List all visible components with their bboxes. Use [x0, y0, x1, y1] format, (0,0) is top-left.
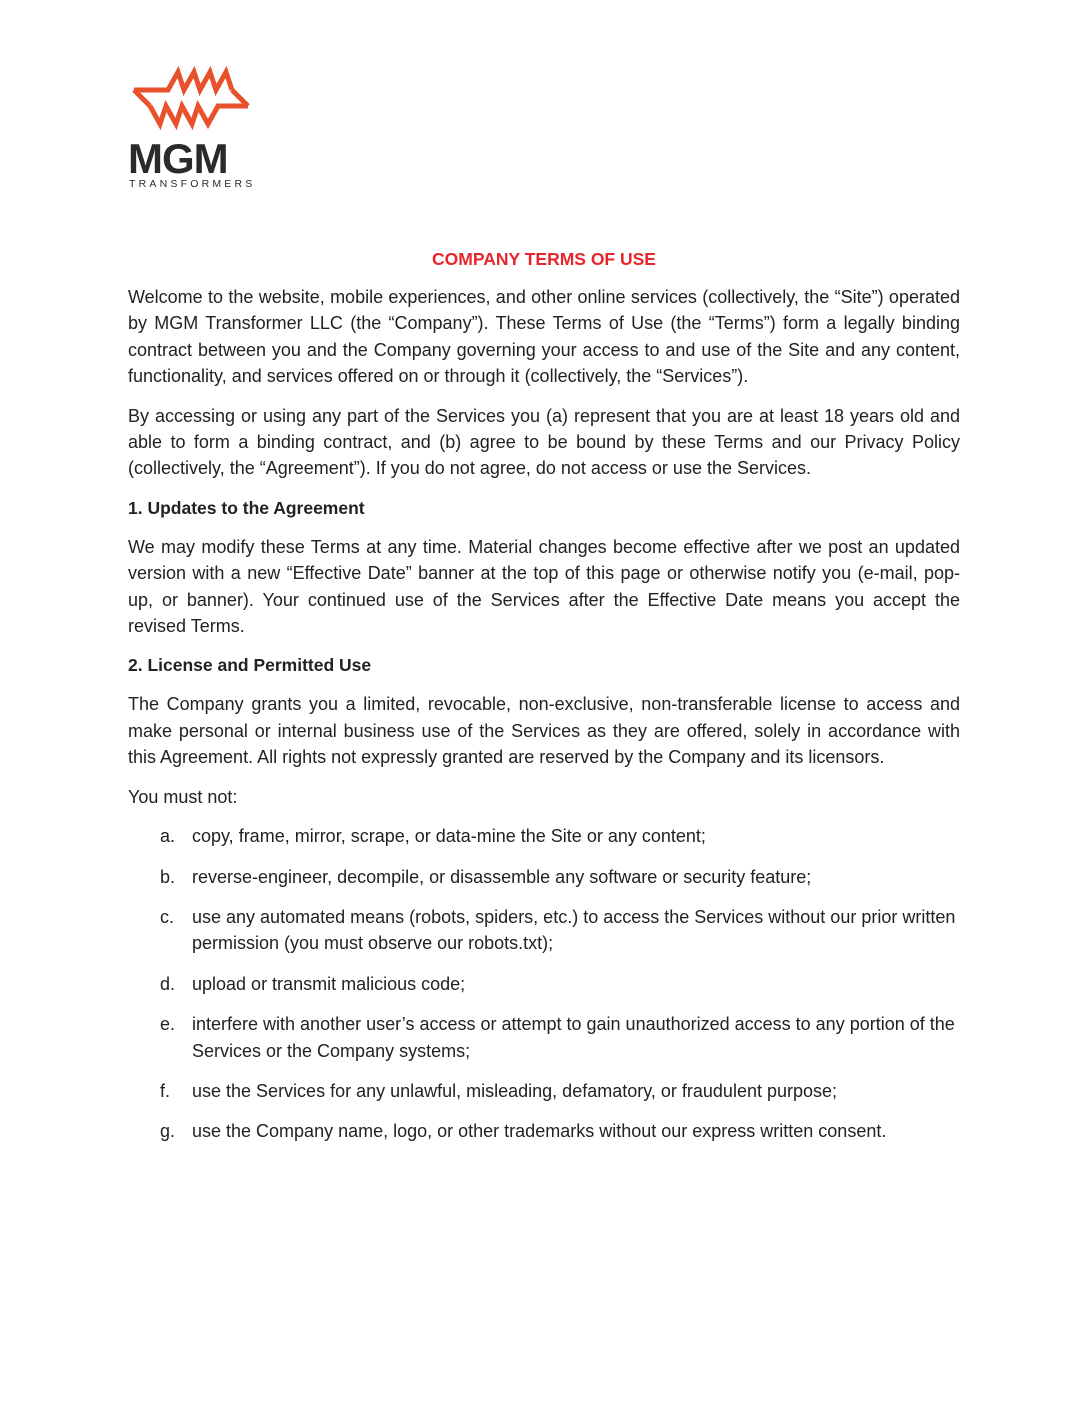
list-marker: f.	[160, 1080, 171, 1101]
list-marker: e.	[160, 1014, 176, 1035]
company-logo	[128, 62, 268, 192]
list-marker: a.	[160, 826, 176, 847]
section-heading: 1. Updates to the Agreement	[128, 497, 365, 518]
logo-brand-text: MGM	[128, 135, 228, 182]
list-marker: g.	[160, 1121, 176, 1142]
list-item	[128, 1118, 960, 1144]
document-title: COMPANY TERMS OF USE	[432, 249, 656, 269]
list-item-text: upload or transmit malicious code;	[192, 973, 466, 994]
intro-paragraph: By accessing or using any part of the Services you (a) represent that you are at least 18 years old and able to form a binding contract, and (b) agree to be bound by these Terms and our Privacy Policy (collectively, the “Agreement”). If you do not agree, do not access or use the Services.	[128, 405, 960, 479]
list-item	[128, 904, 960, 957]
list-item-text: use any automated means (robots, spiders, etc.) to access the Services without our prior written permission (you must observe our robots.txt);	[192, 906, 956, 954]
logo-subtitle-text: TRANSFORMERS	[129, 178, 256, 190]
section-heading: 2. License and Permitted Use	[128, 655, 372, 676]
list-item	[128, 971, 960, 997]
list-item	[128, 1011, 960, 1064]
intro-paragraph: Welcome to the website, mobile experiences, and other online services (collectively, the “Site”) operated by MGM Transformer LLC (the “Company”). These Terms of Use (the “Terms”) form a legally binding contract between you and the Company governing your access to and use of the Site and any content, functionality, and services offered on or through it (collectively, the “Services”).	[128, 287, 960, 387]
prohibited-uses-list	[128, 823, 960, 1145]
list-marker: d.	[160, 973, 176, 994]
list-item-text: use the Services for any unlawful, misleading, defamatory, or fraudulent purpose;	[192, 1080, 838, 1101]
zigzag-coil-icon	[128, 62, 256, 134]
section-paragraph: We may modify these Terms at any time. Material changes become effective after we post an updated version with a new “Effective Date” banner at the top of this page or otherwise notify you (e-mail, pop-up, or banner). Your continued use of the Services after the Effective Date means you accept the revised Terms.	[128, 536, 960, 637]
list-item	[128, 823, 960, 849]
section-paragraph: The Company grants you a limited, revocable, non-exclusive, non-transferable license to access and make personal or internal business use of the Services as they are offered, solely in accordance with this Agreement. All rights not expressly granted are reserved by the Company and its licensors.	[128, 694, 960, 768]
list-marker: b.	[160, 866, 176, 887]
document-body	[128, 246, 960, 1159]
list-item-text: interfere with another user’s access or attempt to gain unauthorized access to any portion of the Services or the Company systems;	[192, 1014, 955, 1061]
list-marker: c.	[160, 906, 175, 927]
list-item-text: copy, frame, mirror, scrape, or data-mine the Site or any content;	[192, 826, 706, 847]
list-item-text: reverse-engineer, decompile, or disassemble any software or security feature;	[192, 866, 812, 887]
list-item	[128, 1078, 960, 1104]
list-item-text: use the Company name, logo, or other trademarks without our express written consent.	[192, 1121, 887, 1142]
list-item	[128, 864, 960, 890]
list-intro: You must not:	[128, 786, 238, 807]
